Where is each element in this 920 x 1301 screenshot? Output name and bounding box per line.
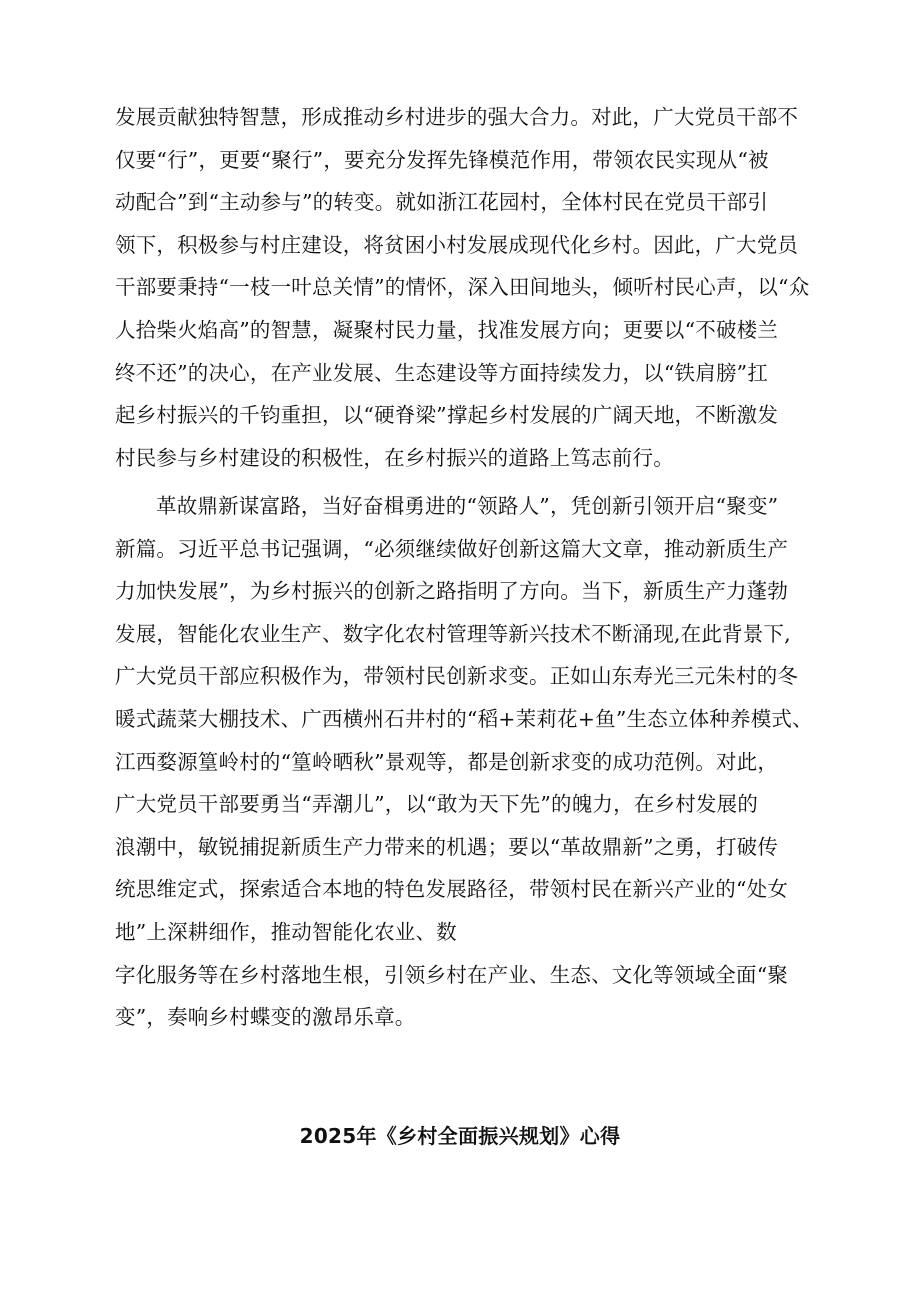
paragraph-2-line: 字化服务等在乡村落地生根，引领乡村在产业、生态、文化等领域全面“聚: [115, 962, 789, 987]
paragraph-2-line: 广大党员干部应积极作为，带领村民创新求变。正如山东寿光三元朱村的冬: [115, 664, 799, 689]
paragraph-2-line: 地”上深耕细作，推动智能化农业、数: [115, 919, 457, 944]
section-title: 2025年《乡村全面振兴规划》心得: [299, 1124, 621, 1148]
paragraph-1-line: 人拾柴火焰高”的智慧，凝聚村民力量，找准发展方向；更要以“不破楼兰: [115, 317, 779, 342]
paragraph-2-line: 统思维定式，探索适合本地的特色发展路径，带领村民在新兴产业的“处女: [115, 877, 789, 902]
paragraph-2-line: 变”，奏响乡村蝶变的激昂乐章。: [115, 1005, 416, 1030]
paragraph-1-line: 发展贡献独特智慧，形成推动乡村进步的强大合力。对此，广大党员干部不: [115, 105, 799, 129]
paragraph-1-line: 仅要“行”，更要“聚行”，要充分发挥先锋模范作用，带领农民实现从“被: [115, 147, 769, 172]
paragraph-1-line: 领下，积极参与村庄建设，将贫困小村发展成现代化乡村。因此，广大党员: [115, 232, 799, 257]
paragraph-2-line: 广大党员干部要勇当“弄潮儿”，以“敢为天下先”的魄力，在乡村发展的: [115, 792, 759, 817]
paragraph-1-line: 终不还”的决心，在产业发展、生态建设等方面持续发力，以“铁肩膀”扛: [115, 360, 769, 385]
paragraph-2: [115, 485, 845, 1039]
paragraph-1-line: 起乡村振兴的千钧重担，以“硬脊梁”撑起乡村发展的广阔天地，不断激发: [115, 403, 779, 428]
paragraph-2-line: 革故鼎新谋富路，当好奋楫勇进的“领路人”，凭创新引领开启“聚变”: [156, 494, 779, 518]
paragraph-2-line: 浪潮中，敏锐捕捉新质生产力带来的机遇；要以“革故鼎新”之勇，打破传: [115, 834, 779, 859]
paragraph-1-line: 村民参与乡村建设的积极性，在乡村振兴的道路上笃志前行。: [115, 445, 674, 470]
paragraph-2-line: 发展，智能化农业生产、数字化农村管理等新兴技术不断涌现,在此背景下,: [115, 621, 791, 646]
paragraph-1: [115, 96, 845, 479]
paragraph-1-line: 动配合”到“主动参与”的转变。就如浙江花园村，全体村民在党员干部引: [115, 190, 769, 215]
paragraph-2-line: 新篇。习近平总书记强调，“必须继续做好创新这篇大文章，推动新质生产: [115, 536, 789, 561]
paragraph-1-line: 干部要秉持“一枝一叶总关情”的情怀，深入田间地头，倾听村民心声，以“众: [115, 275, 810, 300]
paragraph-2-line: 暖式蔬菜大棚技术、广西横州石井村的“稻+茉莉花+鱼”生态立体种养模式、: [115, 706, 813, 731]
paragraph-2-line: 江西婺源篁岭村的“篁岭晒秋”景观等，都是创新求变的成功范例。对此，: [115, 749, 779, 774]
paragraph-2-line: 力加快发展”，为乡村振兴的创新之路指明了方向。当下，新质生产力蓬勃: [115, 579, 789, 604]
